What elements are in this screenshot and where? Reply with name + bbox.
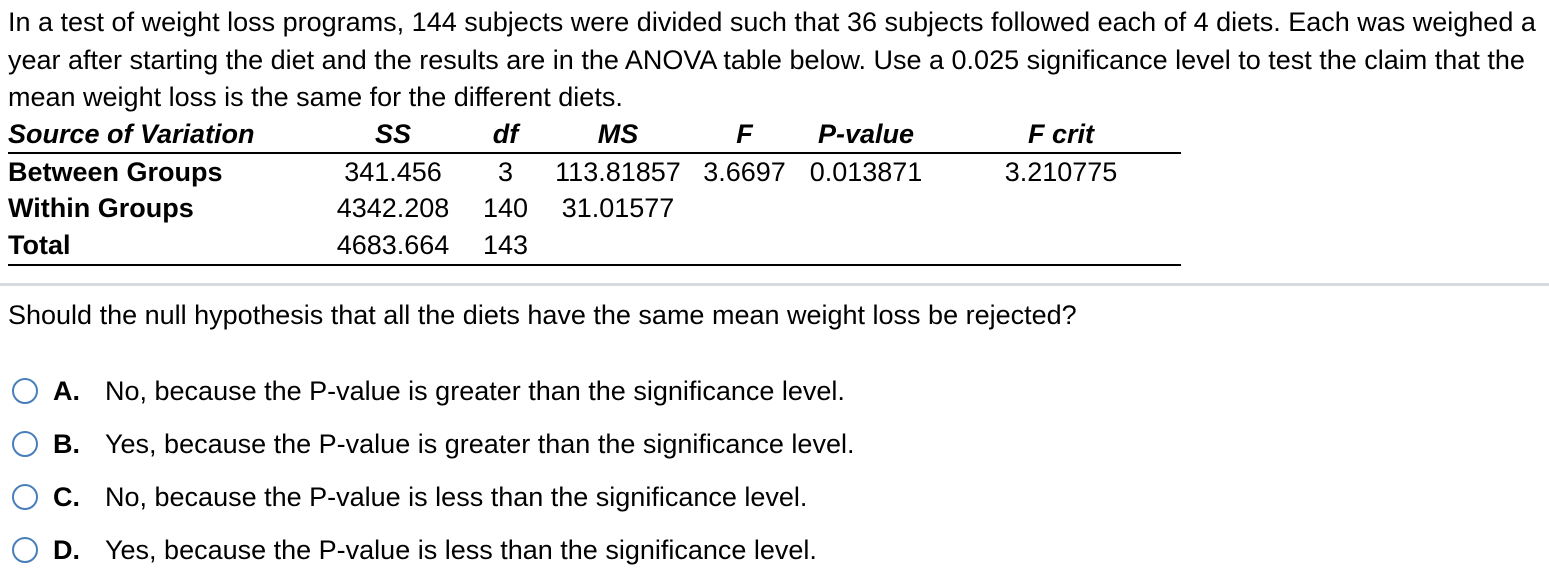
- option-letter: B.: [53, 428, 80, 459]
- table-header-row: [8, 116, 1181, 153]
- cell-f: [698, 226, 791, 265]
- cell-f: 3.6697: [703, 156, 786, 187]
- row-label: Total: [8, 226, 313, 265]
- cell-ss: 4342.208: [336, 192, 450, 223]
- header-ss: SS: [313, 116, 473, 153]
- option-letter: C.: [53, 481, 80, 512]
- cell-ms: 113.81857: [555, 156, 681, 187]
- radio-button[interactable]: [12, 484, 38, 510]
- cell-f: [698, 190, 791, 226]
- cell-p-value: [791, 190, 941, 226]
- header-f: F: [698, 116, 791, 153]
- question-text: Should the null hypothesis that all the diets have the same mean weight loss be rejected?: [8, 300, 1077, 330]
- radio-button[interactable]: [12, 431, 38, 457]
- cell-ms: 31.01577: [561, 192, 675, 223]
- header-source: Source of Variation: [8, 116, 313, 153]
- option-a[interactable]: [12, 371, 845, 411]
- header-f-crit: F crit: [941, 116, 1181, 153]
- radio-button[interactable]: [12, 378, 38, 404]
- table-row: [8, 226, 1181, 265]
- option-c[interactable]: [12, 477, 807, 517]
- cell-f-crit: 3.210775: [1004, 156, 1118, 187]
- option-text: No, because the P-value is greater than the significance level.: [105, 375, 845, 406]
- cell-f-crit: [941, 226, 1181, 265]
- section-divider: [0, 283, 1549, 286]
- row-label: Within Groups: [8, 192, 194, 223]
- cell-df: 143: [473, 226, 538, 265]
- problem-text: In a test of weight loss programs, 144 subjects were divided such that 36 subjects followed each of 4 diets. Each was weighed a year after starting the diet and the results are in the ANOVA table below. Use a 0.025 significance level to test the claim that the mean weight loss is the same for the different diets.: [8, 7, 1536, 112]
- cell-f-crit: [941, 190, 1181, 226]
- cell-p-value: 0.013871: [809, 156, 923, 187]
- option-letter: D.: [53, 534, 80, 565]
- cell-ss: 4683.664: [313, 226, 473, 265]
- option-letter: A.: [53, 375, 80, 406]
- anova-table: [8, 116, 1181, 266]
- option-text: No, because the P-value is less than the significance level.: [105, 481, 808, 512]
- option-d[interactable]: [12, 530, 817, 570]
- option-b[interactable]: [12, 424, 854, 464]
- cell-p-value: [791, 226, 941, 265]
- cell-ss: 341.456: [344, 156, 442, 187]
- cell-df: 140: [482, 192, 529, 223]
- option-text: Yes, because the P-value is greater than the significance level.: [105, 428, 855, 459]
- radio-button[interactable]: [12, 537, 38, 563]
- cell-ms: [538, 226, 698, 265]
- table-row: [8, 153, 1181, 190]
- option-text: Yes, because the P-value is less than the significance level.: [105, 534, 817, 565]
- row-label: Between Groups: [8, 156, 223, 187]
- header-ms: MS: [538, 116, 698, 153]
- header-df: df: [473, 116, 538, 153]
- cell-df: 3: [497, 156, 514, 187]
- header-p-value: P-value: [791, 116, 941, 153]
- table-row: [8, 190, 1181, 226]
